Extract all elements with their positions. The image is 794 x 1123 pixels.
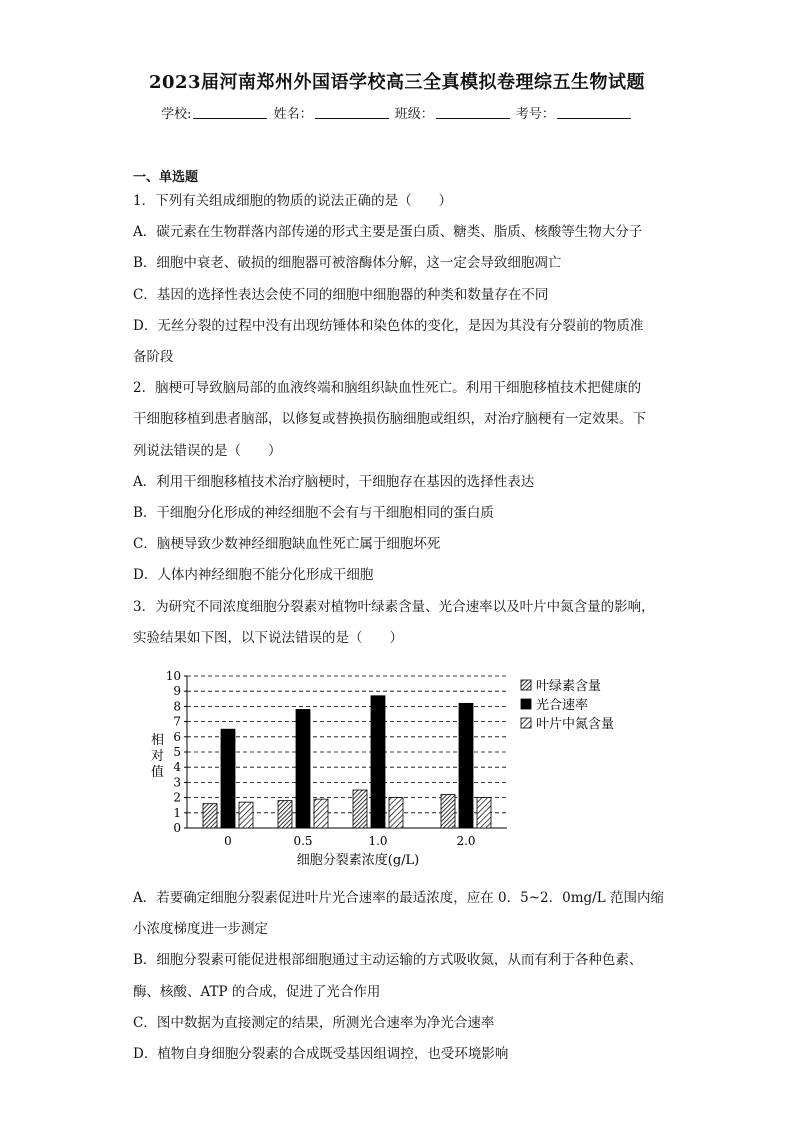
bar-叶片中氮含量: [239, 802, 253, 828]
y-tick-label: 3: [173, 775, 181, 790]
text-line: 备阶段: [133, 349, 174, 365]
legend-label: 光合速率: [536, 698, 589, 713]
text-line: 2．脑梗可导致脑局部的血液终端和脑组织缺血性死亡。利用干细胞移植技术把健康的: [133, 380, 642, 397]
number-blank[interactable]: [557, 106, 631, 119]
section-heading: 一、单选题: [133, 170, 199, 185]
text-line: 3．为研究不同浓度细胞分裂素对植物叶绿素含量、光合速率以及叶片中氮含量的影响，: [133, 598, 655, 615]
y-tick-label: 9: [173, 684, 181, 699]
bar-叶绿素含量: [441, 795, 455, 828]
y-tick-label: 8: [173, 699, 181, 714]
y-tick-label: 4: [173, 760, 181, 775]
text-line: 实验结果如下图，以下说法错误的是（ ）: [133, 629, 403, 646]
text-line: 列说法错误的是（ ）: [133, 442, 282, 459]
text-line: D．无丝分裂的过程中没有出现纺锤体和染色体的变化，是因为其没有分裂前的物质准: [133, 317, 644, 334]
school-label: 学校:: [161, 107, 192, 122]
text-line: 1．下列有关组成细胞的物质的说法正确的是（ ）: [133, 193, 453, 209]
y-tick-label: 6: [173, 729, 181, 744]
bar-光合速率: [459, 703, 473, 828]
bar-叶片中氮含量: [389, 798, 403, 828]
bar-叶绿素含量: [278, 801, 292, 828]
bar-叶片中氮含量: [477, 798, 491, 828]
page-title: 2023届河南郑州外国语学校高三全真模拟卷理综五生物试题: [148, 72, 646, 93]
y-axis-label: 对: [151, 749, 165, 764]
text-line: 小浓度梯度进一步测定: [133, 921, 268, 938]
text-line: 干细胞移植到患者脑部，以修复或替换损伤脑细胞或组织，对治疗脑梗有一定效果。下: [133, 411, 646, 428]
y-tick-label: 7: [173, 714, 181, 729]
text-line: C．图中数据为直接测定的结果，所测光合速率为净光合速率: [133, 1014, 495, 1031]
legend-swatch: [521, 718, 531, 728]
y-axis-label: 值: [151, 765, 165, 780]
legend-swatch: [521, 699, 531, 709]
x-tick-label: 0: [224, 834, 232, 848]
text-line: B．干细胞分化形成的神经细胞不会有与干细胞相同的蛋白质: [133, 505, 494, 521]
bar-叶片中氮含量: [314, 799, 328, 828]
text-line: 酶、核酸、ATP 的合成，促进了光合作用: [133, 983, 381, 1000]
y-tick-label: 10: [165, 669, 181, 683]
text-line: A．若要确定细胞分裂素促进叶片光合速率的最适浓度，应在 0．5~2．0mg/L 范围内缩: [133, 890, 664, 906]
school-blank[interactable]: [193, 106, 267, 119]
x-axis-label: 细胞分裂素浓度(g/L): [296, 853, 420, 868]
y-tick-label: 2: [173, 790, 181, 805]
legend-swatch: [521, 680, 531, 690]
number-label: 考号：: [515, 107, 555, 122]
y-tick-label: 1: [173, 805, 181, 820]
text-line: B．细胞中衰老、破损的细胞器可被溶酶体分解，这一定会导致细胞凋亡: [133, 255, 562, 272]
text-line: A．利用干细胞移植技术治疗脑梗时，干细胞存在基因的选择性表达: [133, 473, 535, 490]
bar-叶绿素含量: [353, 790, 367, 828]
y-axis-label: 相: [151, 733, 165, 748]
legend-label: 叶片中氮含量: [536, 717, 615, 732]
x-tick-label: 2.0: [456, 834, 476, 848]
class-blank[interactable]: [436, 106, 510, 119]
text-line: C．脑梗导致少数神经细胞缺血性死亡属于细胞坏死: [133, 536, 441, 553]
bar-chart: [140, 664, 660, 874]
text-line: D．植物自身细胞分裂素的合成既受基因组调控，也受环境影响: [133, 1046, 509, 1062]
text-line: A．碳元素在生物群落内部传递的形式主要是蛋白质、糖类、脂质、核酸等生物大分子: [133, 224, 643, 241]
bar-光合速率: [221, 729, 235, 828]
x-tick-label: 1.0: [368, 834, 388, 848]
legend-label: 叶绿素含量: [536, 679, 602, 694]
bar-光合速率: [371, 696, 385, 828]
text-line: C．基因的选择性表达会使不同的细胞中细胞器的种类和数量存在不同: [133, 286, 549, 303]
text-line: B．细胞分裂素可能促进根部细胞通过主动运输的方式吸收氮，从而有利于各种色素、: [133, 952, 643, 969]
bar-光合速率: [296, 709, 310, 828]
y-tick-label: 5: [173, 745, 181, 759]
class-label: 班级：: [394, 107, 434, 122]
bar-叶绿素含量: [203, 804, 217, 828]
name-blank[interactable]: [315, 106, 389, 119]
name-label: 姓名：: [273, 107, 313, 122]
student-info-row: [0, 103, 794, 122]
text-line: D．人体内神经细胞不能分化形成干细胞: [133, 567, 374, 584]
y-tick-label: 0: [173, 821, 181, 835]
x-tick-label: 0.5: [293, 834, 313, 848]
